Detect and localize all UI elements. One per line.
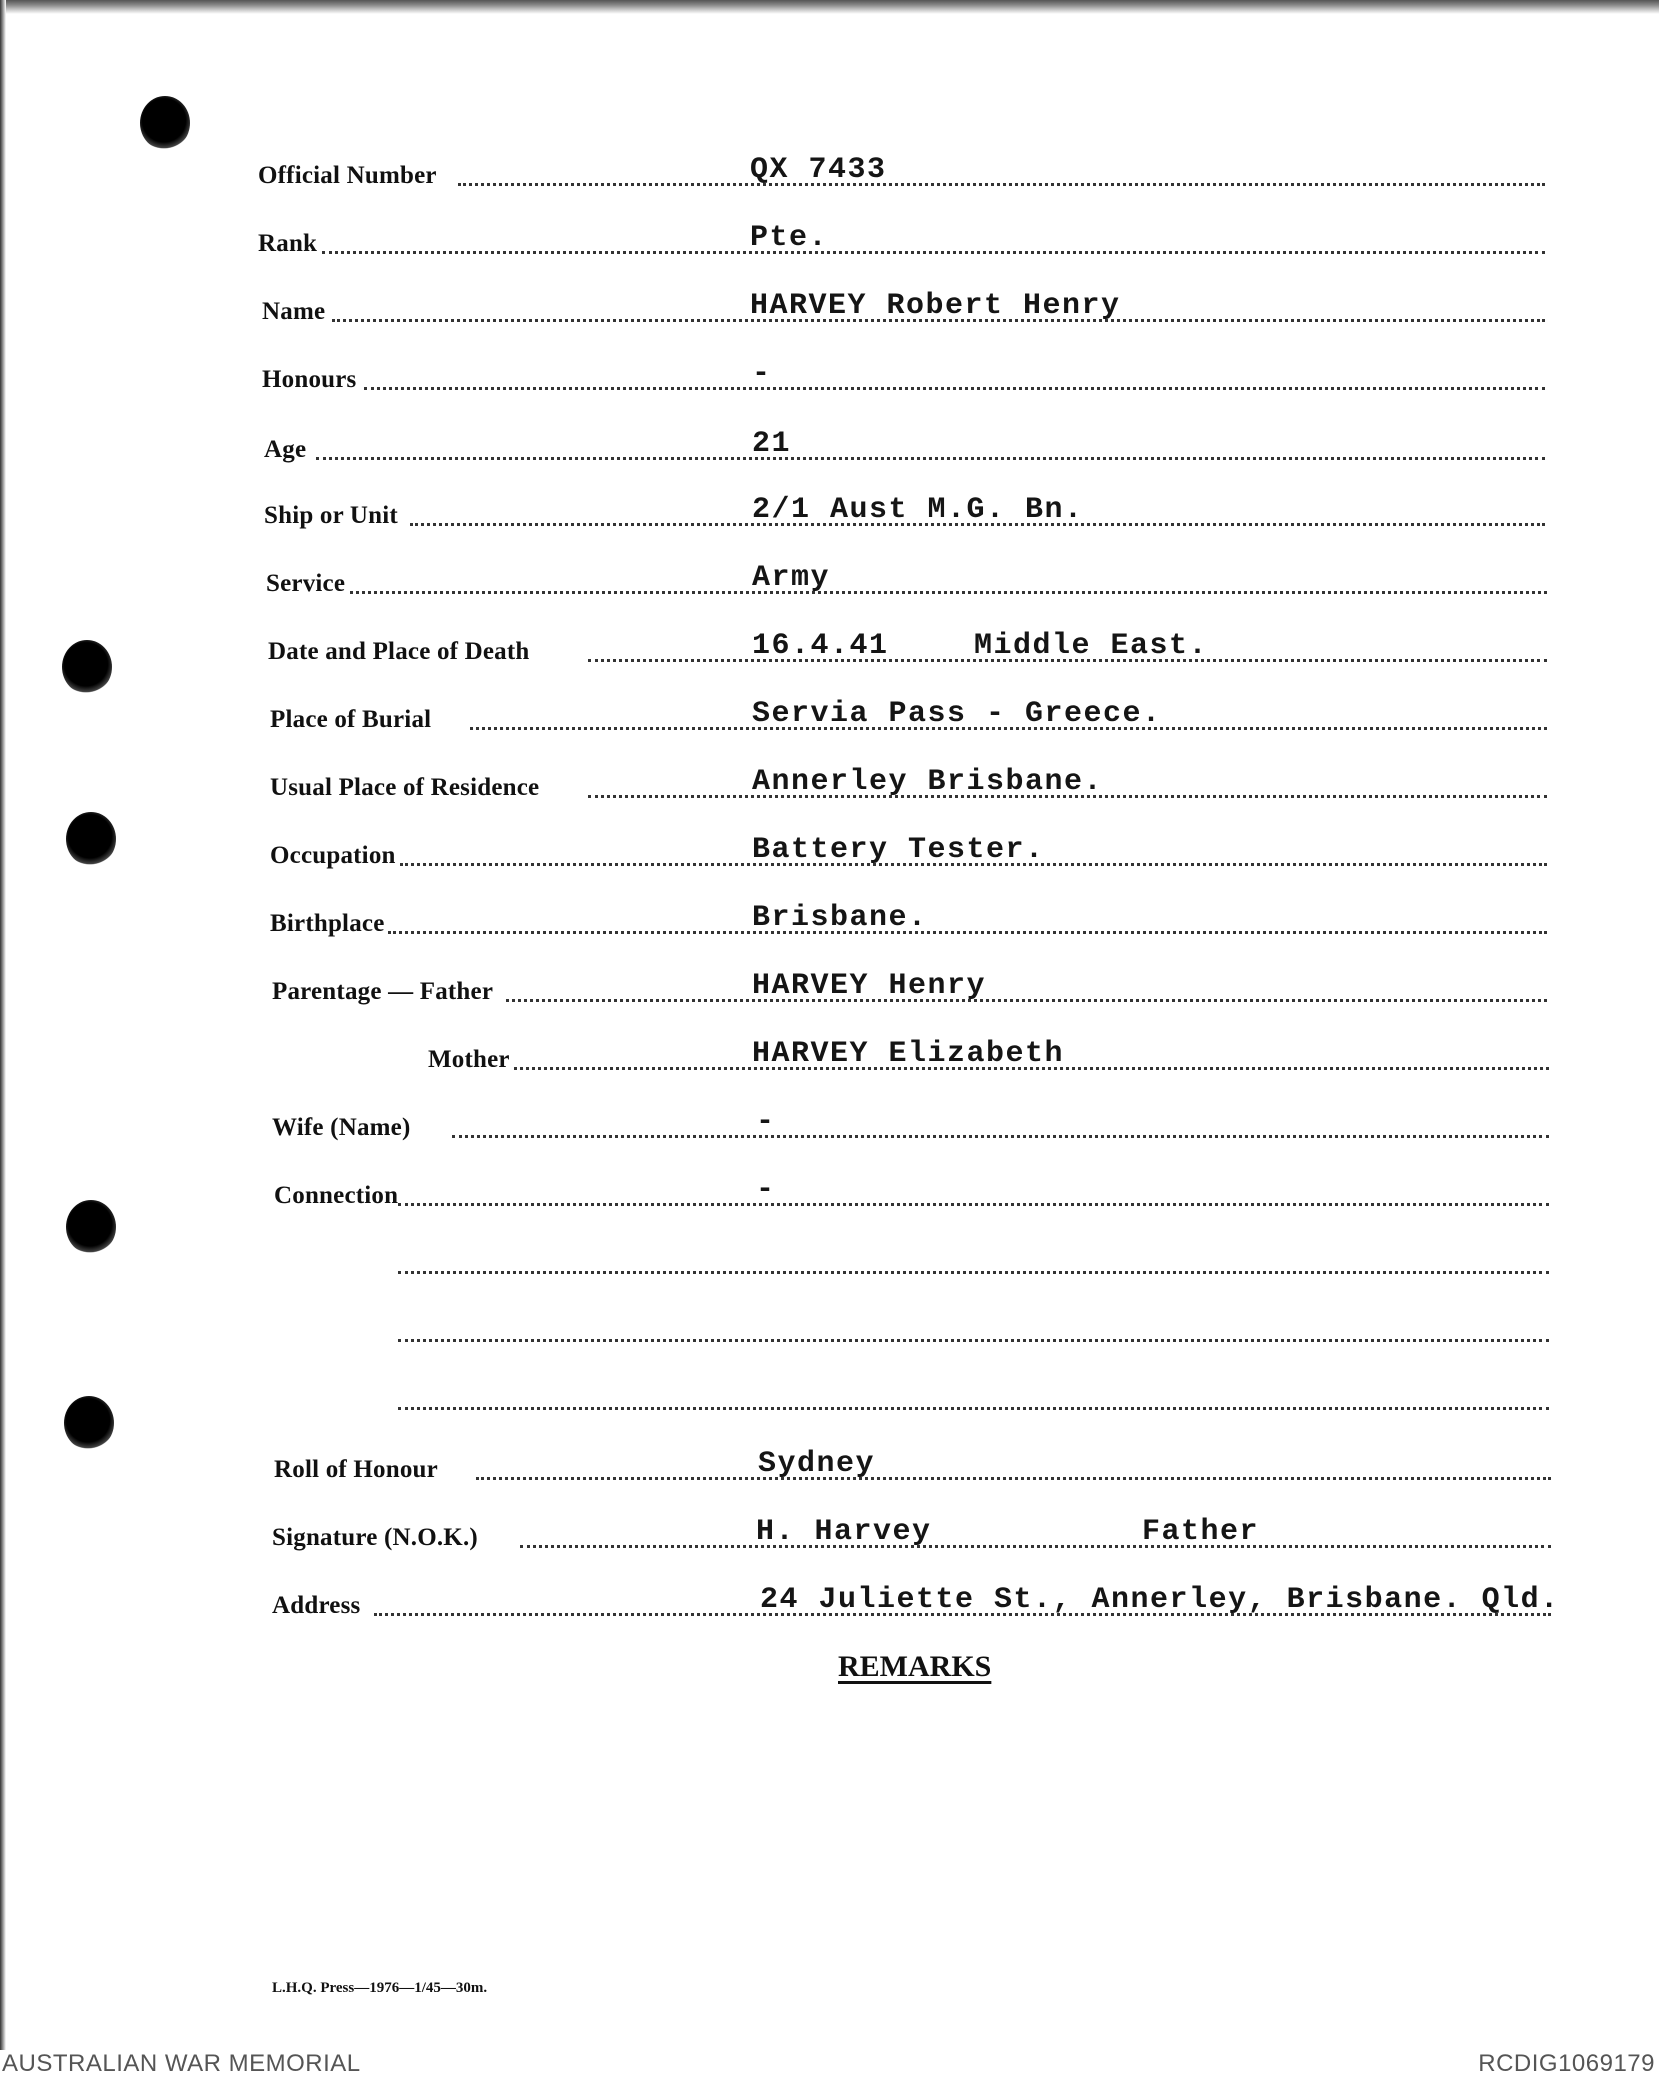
- field-label: Place of Burial: [270, 706, 432, 733]
- footer-institution: AUSTRALIAN WAR MEMORIAL: [2, 2050, 361, 2077]
- field-value: Pte.: [750, 221, 829, 255]
- field-value: Sydney: [758, 1447, 876, 1481]
- field-label: Wife (Name): [272, 1114, 411, 1141]
- field-value: -: [756, 1105, 776, 1139]
- field-wife: [0, 1102, 1659, 1148]
- field-value: 21: [752, 427, 792, 461]
- field-label: Connection: [274, 1182, 399, 1209]
- field-birthplace: [0, 898, 1659, 944]
- field-roll-of-honour: [0, 1444, 1659, 1490]
- field-value-relation: Father: [1142, 1515, 1260, 1549]
- dotted-line: [506, 999, 1547, 1002]
- connection-extra-line: [0, 1238, 1659, 1284]
- field-value: -: [756, 1173, 776, 1207]
- field-label: Address: [272, 1592, 361, 1619]
- field-label: Parentage — Father: [272, 978, 494, 1005]
- field-address: [0, 1580, 1659, 1626]
- field-mother: [0, 1034, 1659, 1080]
- field-occupation: [0, 830, 1659, 876]
- dotted-line: [520, 1545, 1551, 1548]
- dotted-line: [322, 251, 1545, 254]
- printer-imprint: L.H.Q. Press—1976—1/45—30m.: [272, 1980, 488, 1996]
- dotted-line: [316, 457, 1545, 460]
- dotted-line: [398, 1271, 1549, 1274]
- dotted-line: [476, 1477, 1551, 1480]
- remarks-heading: REMARKS: [838, 1650, 992, 1683]
- field-value: Servia Pass - Greece.: [752, 697, 1162, 731]
- field-value: Brisbane.: [752, 901, 928, 935]
- field-label: Age: [264, 436, 307, 463]
- field-label: Mother: [428, 1046, 510, 1073]
- field-service: [0, 558, 1659, 604]
- field-label: Signature (N.O.K.): [272, 1524, 478, 1551]
- dotted-line: [350, 591, 1547, 594]
- field-signature: [0, 1512, 1659, 1558]
- field-value: -: [752, 357, 772, 391]
- field-rank: [0, 218, 1659, 264]
- field-value-place: Middle East.: [974, 629, 1209, 663]
- field-label: Official Number: [258, 162, 437, 189]
- connection-extra-line: [0, 1306, 1659, 1352]
- dotted-line: [398, 1203, 1549, 1206]
- field-value: HARVEY Elizabeth: [752, 1037, 1065, 1071]
- dotted-line: [398, 1407, 1549, 1410]
- field-father: [0, 966, 1659, 1012]
- dotted-line: [452, 1135, 1549, 1138]
- field-label: Rank: [258, 230, 318, 257]
- field-connection: [0, 1170, 1659, 1216]
- field-value: HARVEY Henry: [752, 969, 987, 1003]
- dotted-line: [364, 387, 1545, 390]
- field-label: Honours: [262, 366, 357, 393]
- field-value: H. Harvey: [756, 1515, 932, 1549]
- field-label: Occupation: [270, 842, 396, 869]
- field-place-of-burial: [0, 694, 1659, 740]
- field-value: 2/1 Aust M.G. Bn.: [752, 493, 1084, 527]
- field-label: Name: [262, 298, 326, 325]
- field-label: Usual Place of Residence: [270, 774, 540, 801]
- field-label: Birthplace: [270, 910, 385, 937]
- field-label: Date and Place of Death: [268, 638, 530, 665]
- field-value: 16.4.41: [752, 629, 889, 663]
- field-value: Annerley Brisbane.: [752, 765, 1104, 799]
- punch-hole: [140, 96, 190, 150]
- field-value: Battery Tester.: [752, 833, 1045, 867]
- field-ship-or-unit: [0, 490, 1659, 536]
- footer-record-id: RCDIG1069179: [1478, 2050, 1655, 2077]
- field-honours: [0, 354, 1659, 400]
- dotted-line: [398, 1339, 1549, 1342]
- dotted-line: [388, 931, 1547, 934]
- dotted-line: [458, 183, 1545, 186]
- connection-extra-line: [0, 1374, 1659, 1420]
- field-name: [0, 286, 1659, 332]
- field-label: Ship or Unit: [264, 502, 398, 529]
- field-value: QX 7433: [750, 153, 887, 187]
- field-value: 24 Juliette St., Annerley, Brisbane. Qld.: [760, 1583, 1560, 1617]
- field-date-place-of-death: [0, 626, 1659, 672]
- field-usual-residence: [0, 762, 1659, 808]
- field-age: [0, 424, 1659, 470]
- field-value: Army: [752, 561, 831, 595]
- field-value: HARVEY Robert Henry: [750, 289, 1121, 323]
- field-label: Roll of Honour: [274, 1456, 438, 1483]
- scan-top-edge: [0, 0, 1659, 14]
- field-label: Service: [266, 570, 346, 597]
- field-official-number: [0, 150, 1659, 196]
